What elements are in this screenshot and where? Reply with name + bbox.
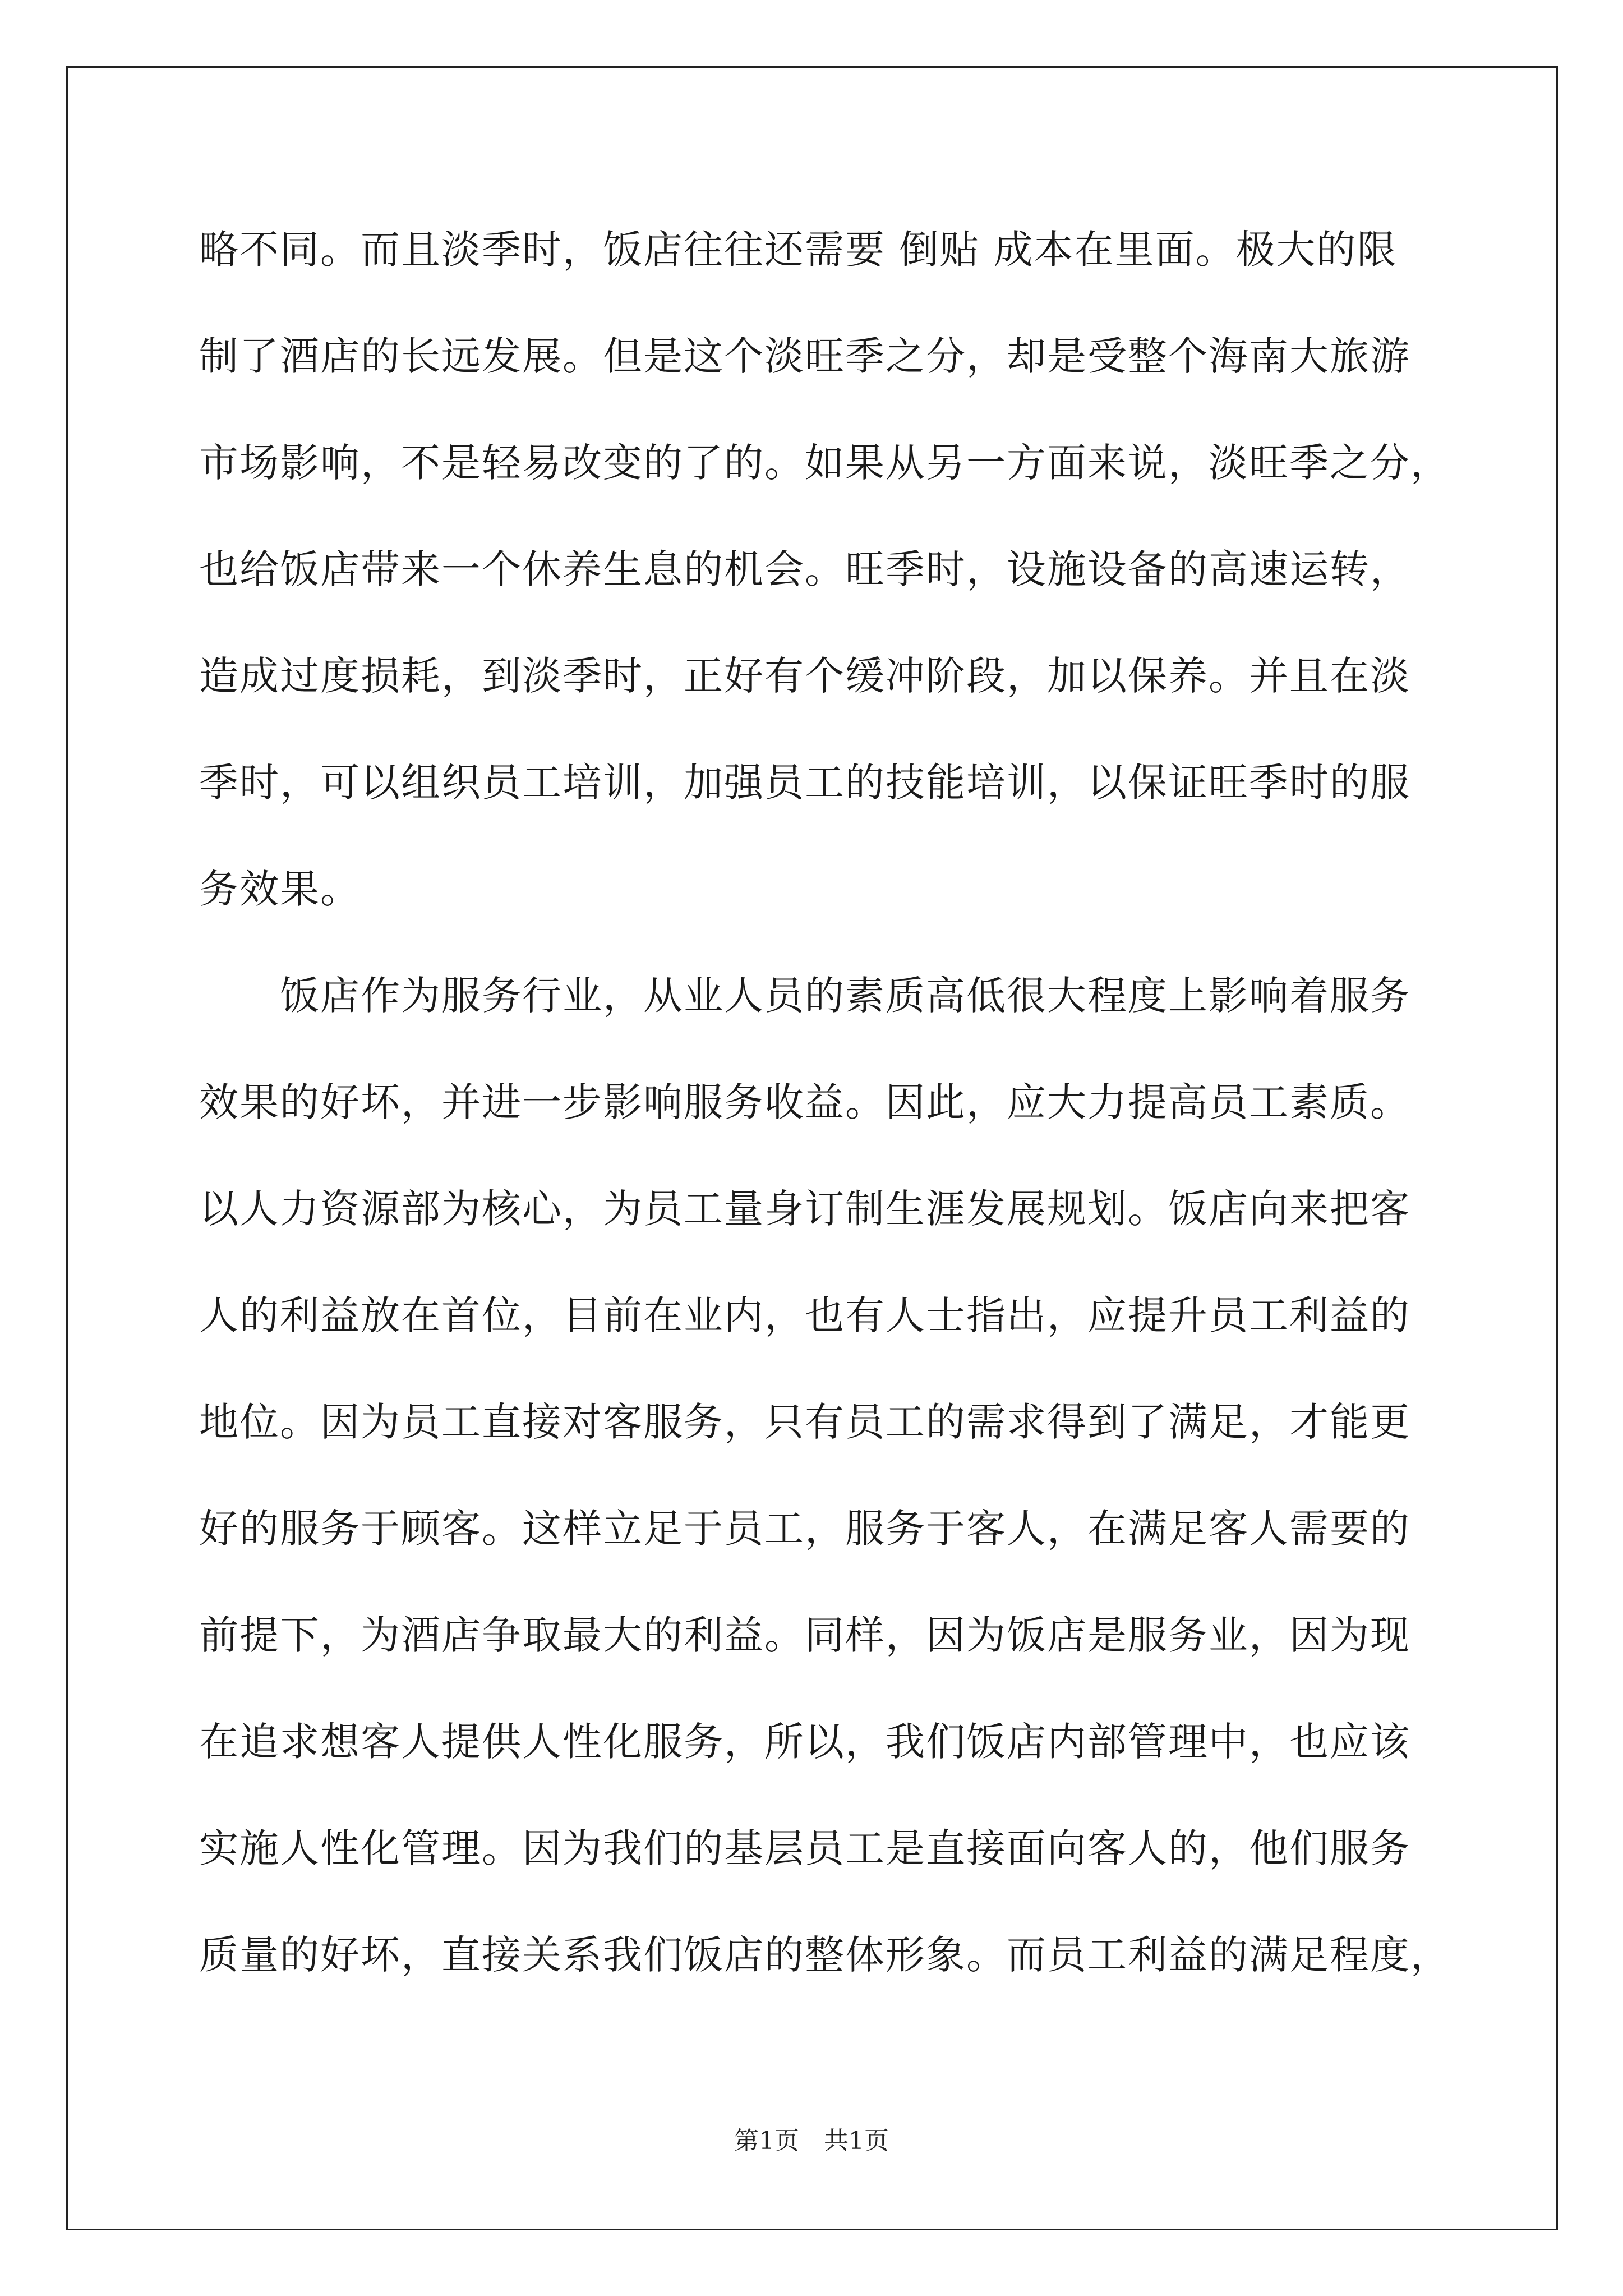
text-line: 季时，可以组织员工培训，加强员工的技能培训，以保证旺季时的服	[199, 760, 1410, 806]
text-line: 好的服务于顾客。这样立足于员工，服务于客人，在满足客人需要的	[199, 1506, 1410, 1552]
text-line: 饭店作为服务行业，从业人员的素质高低很大程度上影响着服务	[199, 973, 1410, 1019]
text-line: 实施人性化管理。因为我们的基层员工是直接面向客人的，他们服务	[199, 1825, 1410, 1871]
text-line: 市场影响，不是轻易改变的了的。如果从另一方面来说，淡旺季之分，	[199, 440, 1451, 486]
text-line: 也给饭店带来一个休养生息的机会。旺季时，设施设备的高速运转，	[199, 546, 1410, 592]
text-line: 略不同。而且淡季时，饭店往往还需要 倒贴 成本在里面。极大的限	[199, 227, 1398, 273]
text-line: 前提下，为酒店争取最大的利益。同样，因为饭店是服务业，因为现	[199, 1612, 1410, 1658]
document-body	[199, 216, 1451, 2028]
text-line: 以人力资源部为核心，为员工量身订制生涯发展规划。饭店向来把客	[199, 1186, 1410, 1232]
text-line: 制了酒店的长远发展。但是这个淡旺季之分，却是受整个海南大旅游	[199, 333, 1410, 379]
text-line: 效果的好坏，并进一步影响服务收益。因此，应大力提高员工素质。	[199, 1079, 1410, 1125]
text-line: 质量的好坏，直接关系我们饭店的整体形象。而员工利益的满足程度，	[199, 1932, 1451, 1978]
text-line: 务效果。	[199, 866, 361, 912]
text-line: 在追求想客人提供人性化服务，所以，我们饭店内部管理中，也应该	[199, 1719, 1410, 1765]
text-line: 地位。因为员工直接对客服务，只有员工的需求得到了满足，才能更	[199, 1399, 1410, 1445]
text-line: 人的利益放在首位，目前在业内，也有人士指出，应提升员工利益的	[199, 1292, 1410, 1338]
text-line: 造成过度损耗，到淡季时，正好有个缓冲阶段，加以保养。并且在淡	[199, 653, 1410, 699]
page-number: 第1页 共1页	[734, 2127, 889, 2155]
